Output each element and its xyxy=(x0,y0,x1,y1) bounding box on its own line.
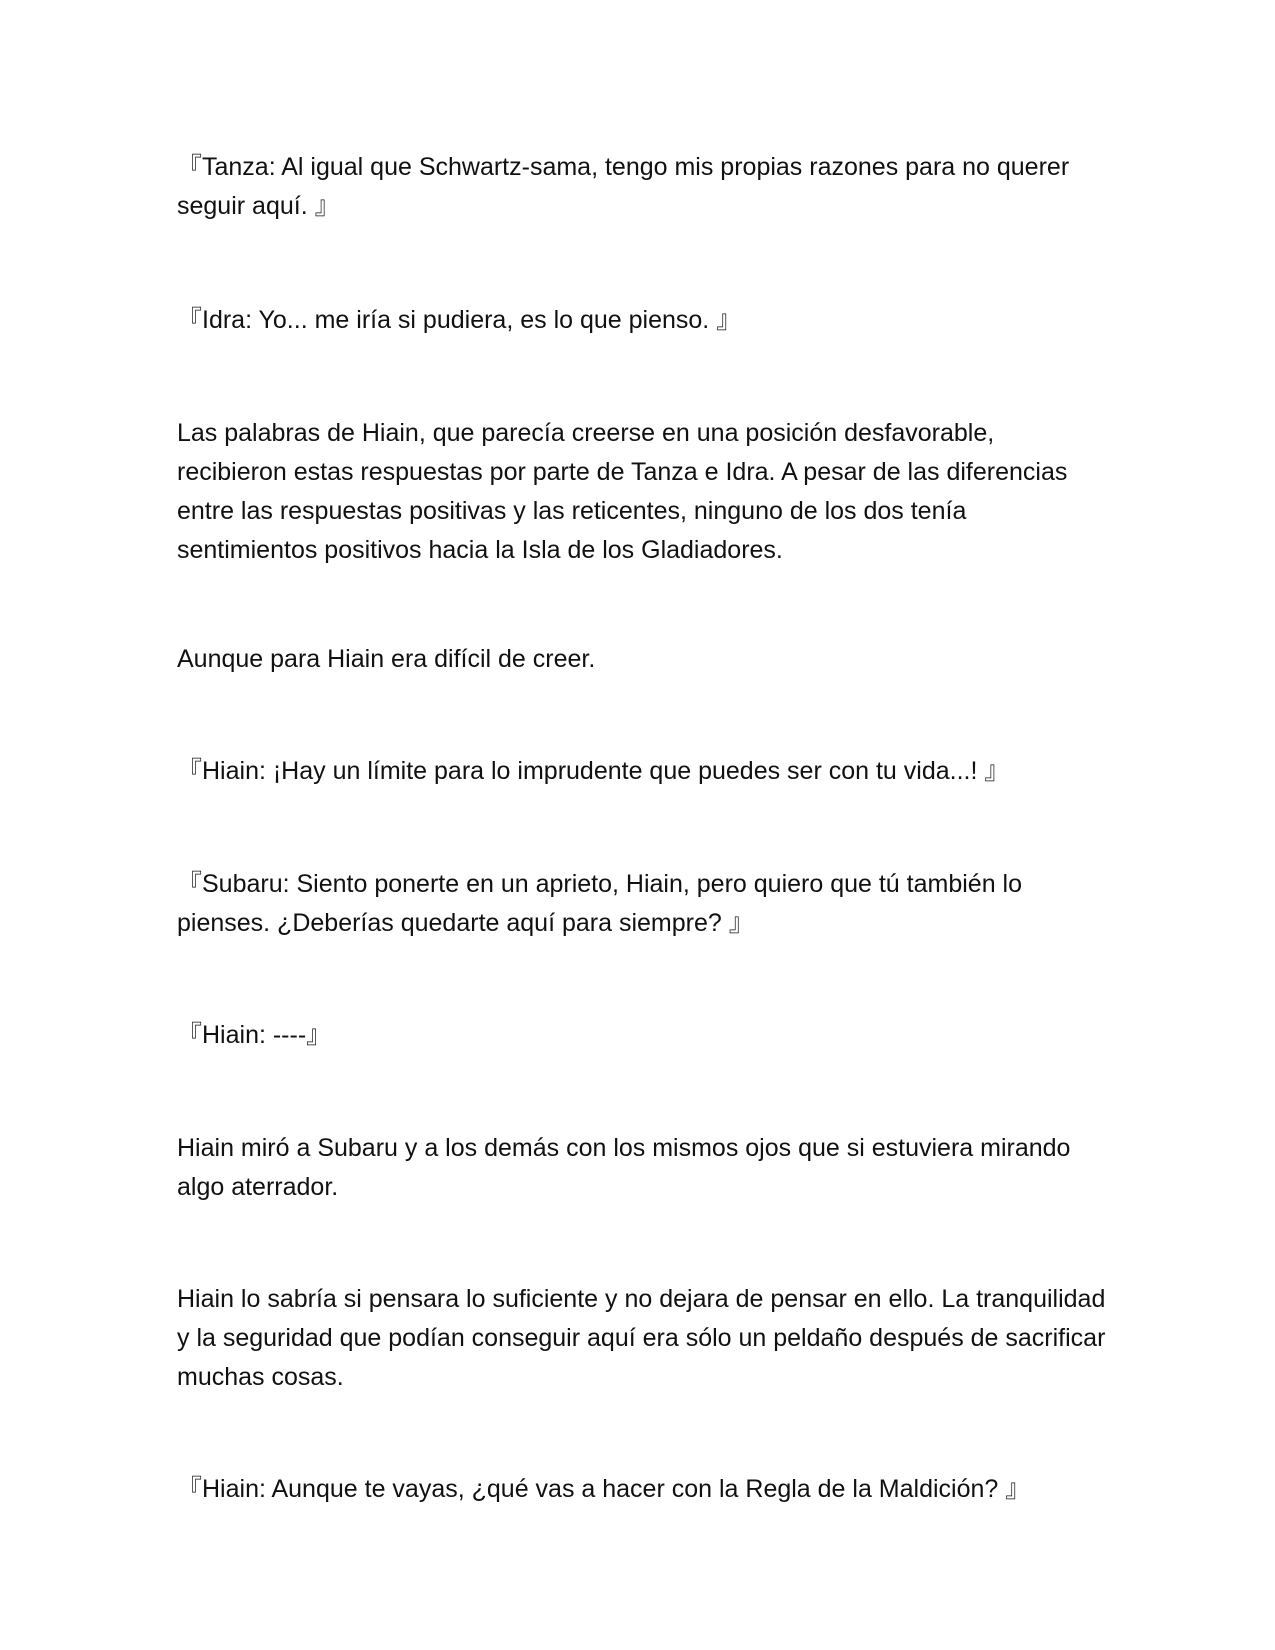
narration-paragraph: Hiain miró a Subaru y a los demás con los mismos ojos que si estuviera mirando algo aterrador. xyxy=(177,1134,1071,1201)
narration-paragraph: Aunque para Hiain era difícil de creer. xyxy=(177,645,596,673)
dialogue-idra: 『Idra: Yo... me iría si pudiera, es lo que pienso. 』 xyxy=(177,306,742,334)
dialogue-subaru: 『Subaru: Siento ponerte en un aprieto, Hiain, pero quiero que tú también lo pienses. ¿Deberías quedarte aquí para siempre? 』 xyxy=(177,870,1022,937)
narration-paragraph: Las palabras de Hiain, que parecía creerse en una posición desfavorable, recibieron estas respuestas por parte de Tanza e Idra. A pesar de las diferencias entre las respuestas positivas y las reticentes, ninguno de los dos tenía sentimientos positivos hacia la Isla de los Gladiadores. xyxy=(177,419,1068,564)
dialogue-hiain: 『Hiain: ----』 xyxy=(177,1021,332,1049)
narration-paragraph: Hiain lo sabría si pensara lo suficiente y no dejara de pensar en ello. La tranquilidad y la seguridad que podían conseguir aquí era sólo un peldaño después de sacrificar muchas cosas. xyxy=(177,1285,1106,1391)
dialogue-hiain: 『Hiain: Aunque te vayas, ¿qué vas a hacer con la Regla de la Maldición? 』 xyxy=(177,1475,1031,1503)
dialogue-tanza: 『Tanza: Al igual que Schwartz-sama, tengo mis propias razones para no querer seguir aquí. 』 xyxy=(177,153,1070,220)
dialogue-hiain: 『Hiain: ¡Hay un límite para lo imprudente que puedes ser con tu vida...! 』 xyxy=(177,757,1010,785)
